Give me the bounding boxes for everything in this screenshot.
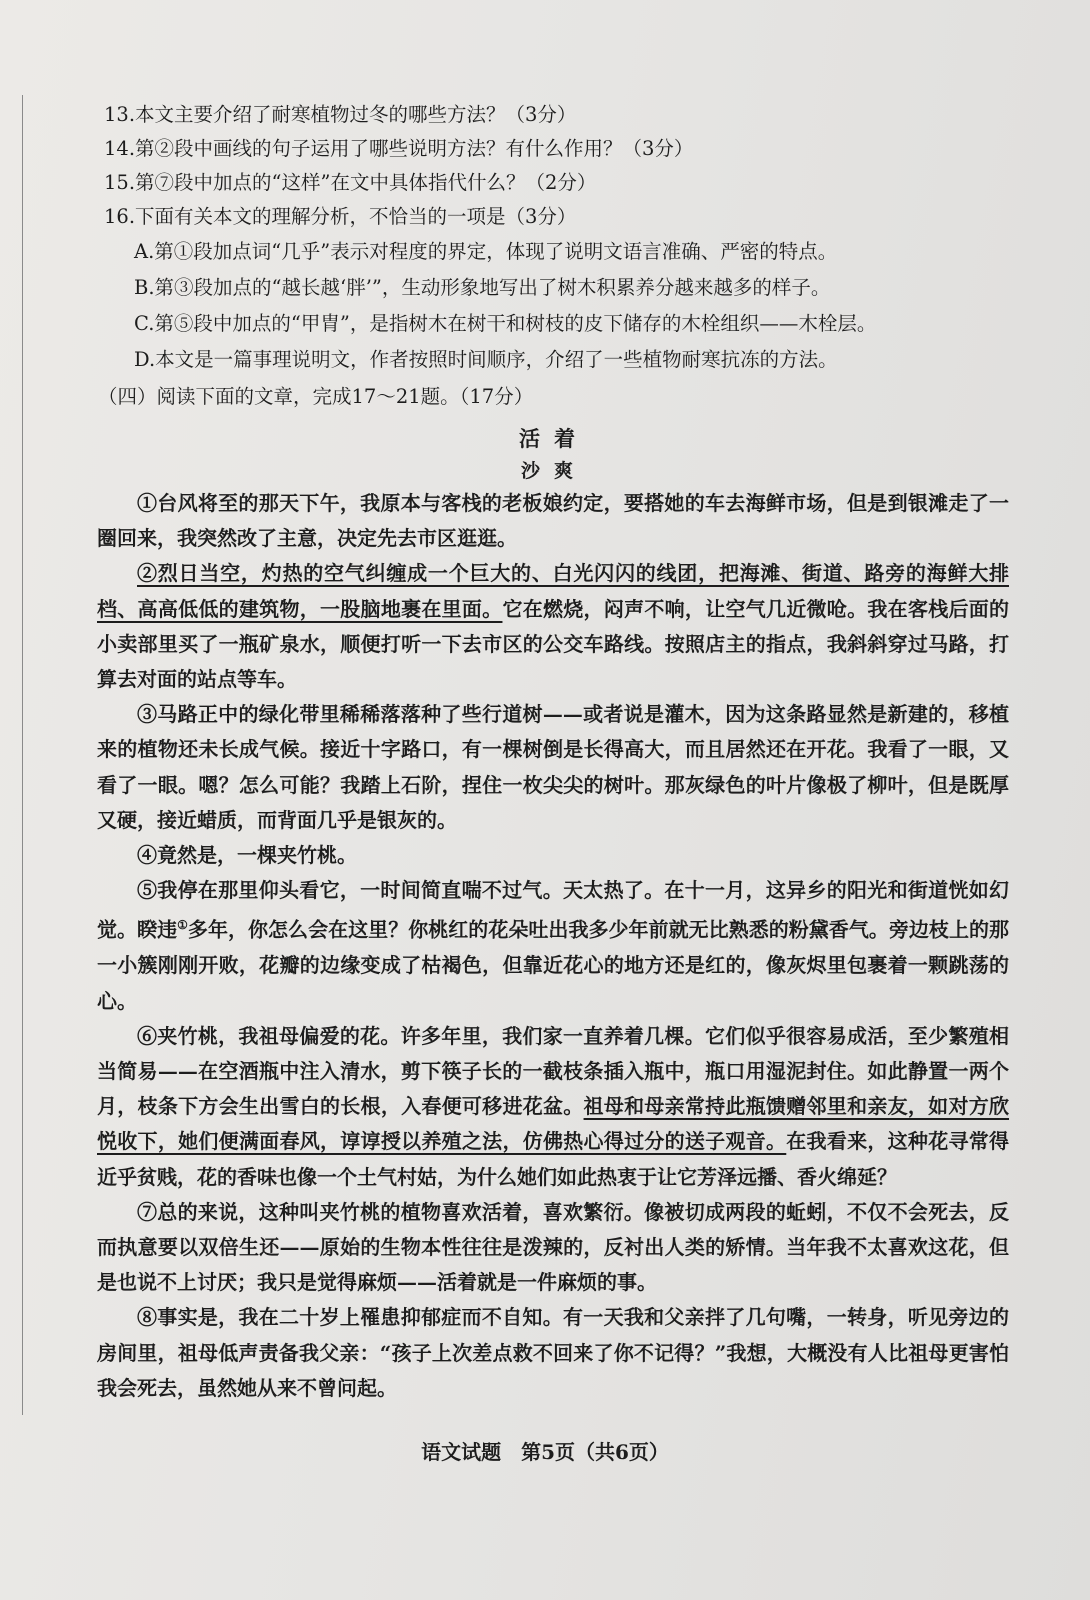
paragraph-6 <box>97 1019 1009 1195</box>
paragraph-2-rest: 它在燃烧，闷声不响，让空气几近微呛。我在客栈后面的小卖部里买了一瓶矿泉水，顺便打听一下去市区的公交车路线。按照店主的指点，我斜斜穿过马路，打算去对面的站点等车。 <box>97 596 1010 692</box>
paragraph-2 <box>97 556 1009 697</box>
option-c: C.第⑤段中加点的“甲胄”，是指树木在树干和树枝的皮下储存的木栓组织——木栓层。 <box>134 312 877 335</box>
page-footer: 语文试题 第5页（共6页） <box>421 1440 669 1464</box>
paragraph-5-part-b: 多年，你怎么会在这里？你桃红的花朵吐出我多少年前就无比熟悉的粉黛香气。旁边枝上的那一小簇刚刚开败，花瓣的边缘变成了枯褐色，但靠近花心的地方还是红的，像灰烬里包裹着一颗跳荡的心。 <box>97 918 1010 1013</box>
article-author: 沙爽 <box>520 460 587 482</box>
question-15: 15.第⑦段中加点的“这样”在文中具体指代什么？（2分） <box>104 171 597 194</box>
option-a: A.第①段加点词“几乎”表示对程度的界定，体现了说明文语言准确、严密的特点。 <box>134 240 838 263</box>
paragraph-6-part-b: 在我看来，这种花寻常得近乎贫贱，花的香味也像一个土气村姑，为什么她们如此热衷于让它芳泽远播、香火绵延？ <box>97 1129 1010 1189</box>
paragraph-3: ③马路正中的绿化带里稀稀落落种了些行道树——或者说是灌木，因为这条路显然是新建的，移植来的植物还未长成气候。接近十字路口，有一棵树倒是长得高大，而且居然还在开花。我看了一眼，又看了一眼。嗯？怎么可能？我踏上石阶，捏住一枚尖尖的树叶。那灰绿色的叶片像极了柳叶，但是既厚又硬，接近蜡质，而背面几乎是银灰的。 <box>97 702 1009 832</box>
question-16: 16.下面有关本文的理解分析，不恰当的一项是（3分） <box>104 205 577 228</box>
paragraph-8: ⑧事实是，我在二十岁上罹患抑郁症而不自知。有一天我和父亲拌了几句嘴，一转身，听见旁边的房间里，祖母低声责备我父亲：“孩子上次差点救不回来了你不记得？”我想，大概没有人比祖母更害怕我会死去，虽然她从来不曾问起。 <box>97 1305 1009 1400</box>
section-heading: （四）阅读下面的文章，完成17～21题。（17分） <box>98 385 534 408</box>
option-b: B.第③段加点的“越长越‘胖’”，生动形象地写出了树木积累养分越来越多的样子。 <box>134 276 831 299</box>
article-title: 活着 <box>519 426 589 451</box>
margin-line <box>22 95 23 1415</box>
question-14: 14.第②段中画线的句子运用了哪些说明方法？有什么作用？（3分） <box>104 137 694 160</box>
paragraph-5 <box>97 873 1009 1018</box>
question-13: 13.本文主要介绍了耐寒植物过冬的哪些方法？（3分） <box>104 103 577 126</box>
paragraph-4: ④竟然是，一棵夹竹桃。 <box>137 843 357 868</box>
paragraph-1: ①台风将至的那天下午，我原本与客栈的老板娘约定，要搭她的车去海鲜市场，但是到银滩走了一圈回来，我突然改了主意，决定先去市区逛逛。 <box>97 491 1009 551</box>
underlined-sentence-2: ②烈日当空，灼热的空气纠缠成一个巨大的、白光闪闪的线团，把海滩、街道、路旁的海鲜大排档、高高低低的建筑物，一股脑地裹在里面。 <box>97 561 1009 621</box>
paragraph-6-part-a: ⑥夹竹桃，我祖母偏爱的花。许多年里，我们家一直养着几棵。它们似乎很容易成活，至少繁殖相当简易——在空酒瓶中注入清水，剪下筷子长的一截枝条插入瓶中，瓶口用湿泥封住。如此静置一两个月，枝条下方会生出雪白的长根，入春便可移进花盆。 <box>97 1023 1009 1119</box>
paragraph-7: ⑦总的来说，这种叫夹竹桃的植物喜欢活着，喜欢繁衍。像被切成两段的蚯蚓，不仅不会死去，反而执意要以双倍生还——原始的生物本性往往是泼辣的，反衬出人类的矫情。当年我不太喜欢这花，但是也说不上讨厌；我只是觉得麻烦——活着就是一件麻烦的事。 <box>97 1199 1009 1295</box>
page-content <box>97 98 1010 1406</box>
underlined-sentence-6: 祖母和母亲常持此瓶馈赠邻里和亲友，如对方欣悦收下，她们便满面春风，谆谆授以养殖之法，仿佛热心得过分的送子观音。 <box>97 1094 1010 1154</box>
option-d: D.本文是一篇事理说明文，作者按照时间顺序，介绍了一些植物耐寒抗冻的方法。 <box>134 348 838 371</box>
footnote-marker: ① <box>177 918 188 933</box>
paragraph-5-part-a: ⑤我停在那里仰头看它，一时间简直喘不过气。天太热了。在十一月，这异乡的阳光和街道恍如幻觉。睽违 <box>97 878 1009 943</box>
